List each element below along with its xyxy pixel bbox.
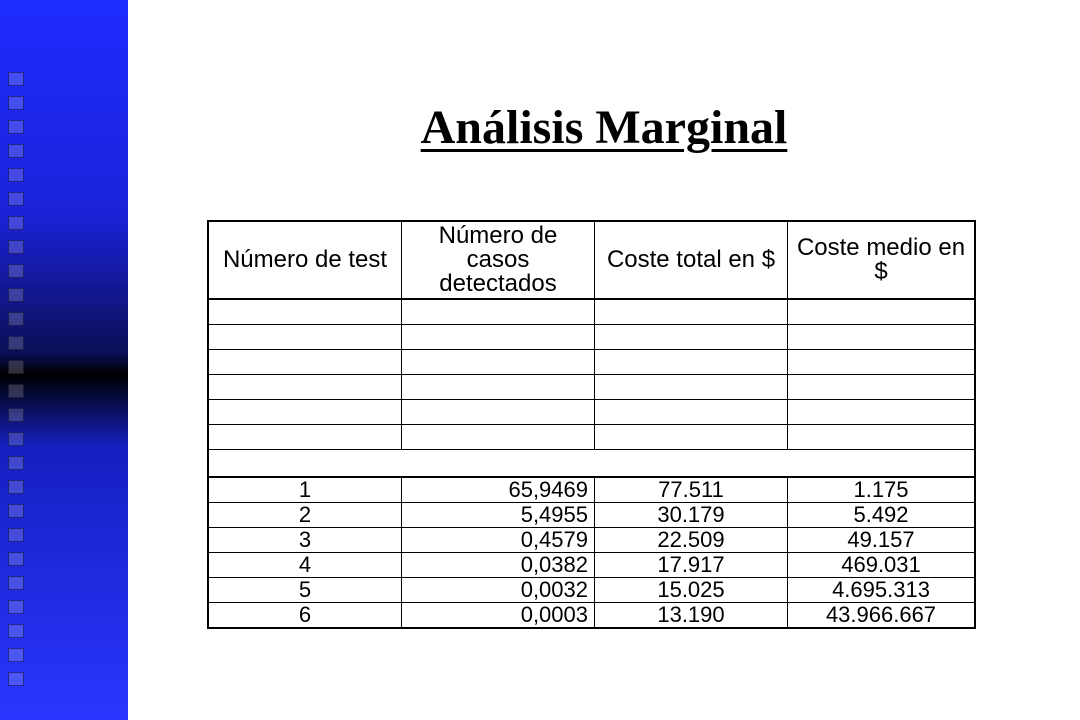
cell-cases: 5,4955	[402, 503, 595, 528]
illegible-row	[209, 425, 974, 450]
illegible-row	[209, 375, 974, 400]
decorative-sidebar	[0, 0, 128, 720]
table-row	[209, 478, 974, 503]
cell-test: 3	[209, 528, 402, 553]
cell-total-cost: 15.025	[595, 578, 788, 603]
cell-average-cost: 1.175	[788, 478, 974, 503]
cell-cases: 0,4579	[402, 528, 595, 553]
cell-total-cost: 13.190	[595, 603, 788, 627]
illegible-row	[209, 350, 974, 375]
sidebar-squares	[8, 72, 30, 696]
cell-test: 6	[209, 603, 402, 627]
cell-average-cost: 43.966.667	[825, 602, 937, 627]
cell-total-cost: 17.917	[595, 553, 788, 578]
table-row	[209, 528, 974, 553]
cell-total-cost: 30.179	[595, 503, 788, 528]
cell-cases: 0,0382	[402, 553, 595, 578]
spacer-row	[209, 450, 974, 478]
cell-test: 1	[209, 478, 402, 503]
cell-average-cost: 4.695.313	[788, 578, 974, 603]
header-total-cost: Coste total en $	[595, 222, 788, 300]
slide-title-text: Análisis Marginal	[420, 101, 788, 154]
cell-average-cost: 5.492	[788, 503, 974, 528]
cell-total-cost: 77.511	[595, 478, 788, 503]
slide-title	[128, 100, 1080, 155]
header-average-cost: Coste medio en $	[788, 222, 974, 300]
table-row	[209, 603, 974, 627]
marginal-analysis-table	[207, 220, 976, 629]
cell-average-cost: 469.031	[788, 553, 974, 578]
cell-cases: 0,0003	[402, 603, 595, 627]
cell-test: 4	[209, 553, 402, 578]
illegible-row	[209, 400, 974, 425]
table-row	[209, 578, 974, 603]
cell-test: 2	[209, 503, 402, 528]
cell-average-cost: 49.157	[788, 528, 974, 553]
table-row	[209, 553, 974, 578]
cell-total-cost: 22.509	[595, 528, 788, 553]
table-row	[209, 503, 974, 528]
illegible-row	[209, 300, 974, 325]
illegible-row	[209, 325, 974, 350]
header-test-number: Número de test	[209, 222, 402, 300]
cell-cases: 0,0032	[402, 578, 595, 603]
header-cases-detected: Número de casos detectados	[402, 222, 595, 300]
cell-test: 5	[209, 578, 402, 603]
cell-cases: 65,9469	[402, 478, 595, 503]
